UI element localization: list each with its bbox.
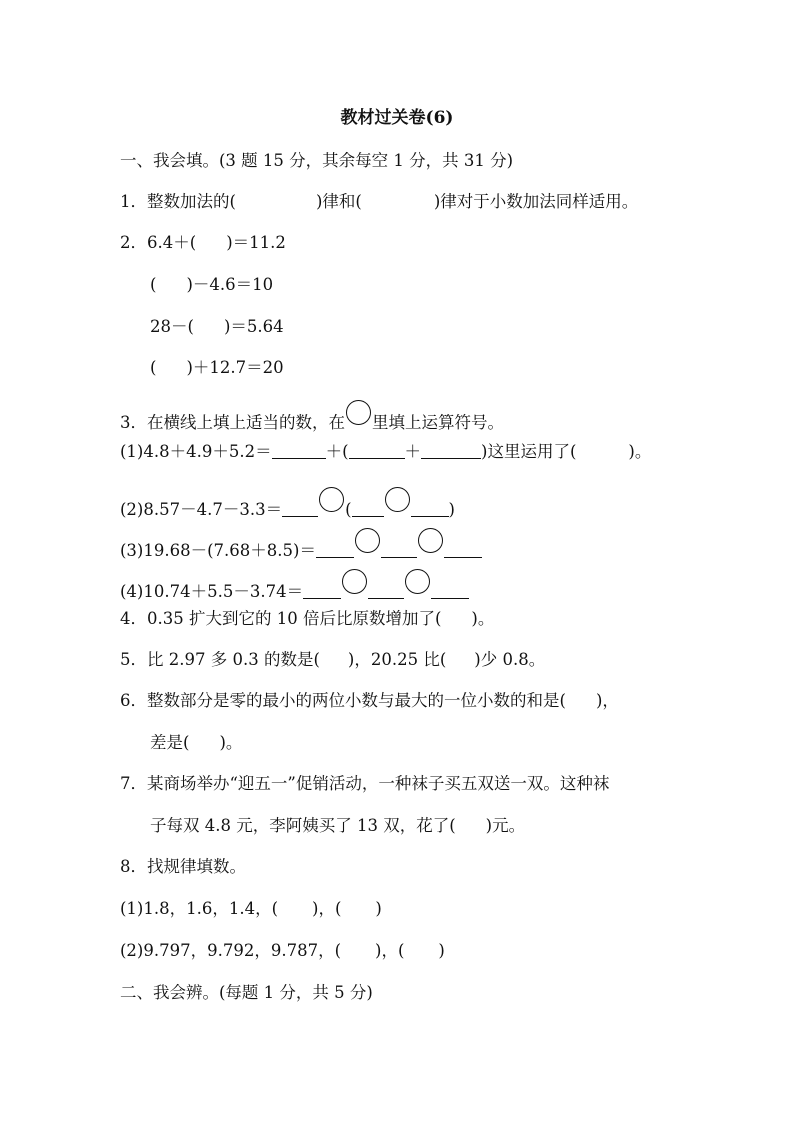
- q6-l2-text-b: )。: [219, 733, 243, 752]
- q4-number: 4．: [120, 609, 147, 628]
- question-2-line-4: [150, 357, 284, 379]
- q3-p2-blank-1[interactable]: [282, 500, 318, 517]
- q6-number: 6．: [120, 691, 147, 710]
- q2-l4-text-b: )＋12.7＝20: [186, 358, 284, 377]
- question-3-part-4: [120, 569, 469, 603]
- q3-p4-text-a: (4)10.74＋5.5－3.74＝: [120, 582, 304, 601]
- question-7: [120, 773, 609, 795]
- question-8-part-1: [120, 898, 382, 920]
- q3-p2-blank-3[interactable]: [411, 500, 449, 517]
- q3-p2-operator-circle-1[interactable]: [319, 487, 344, 512]
- q3-text-b: 里填上运算符号。: [372, 413, 504, 432]
- page-title: 教材过关卷(6): [340, 108, 454, 128]
- q7-l2-text-a: 子每双 4.8 元，李阿姨买了 13 双，花了(: [150, 816, 456, 835]
- question-3-part-1: [120, 441, 651, 463]
- q3-p1-text-b: ＋(: [325, 442, 349, 461]
- q3-p1-blank-3[interactable]: [421, 442, 481, 459]
- q8-p2-text-c: ): [438, 941, 445, 960]
- q3-p1-text-c: ＋: [404, 442, 422, 461]
- q4-text-b: )。: [471, 609, 495, 628]
- q2-l1-text-a: 6.4＋(: [147, 233, 197, 252]
- q2-l3-text-a: 28－(: [150, 317, 194, 336]
- q1-text-c: )律对于小数加法同样适用。: [433, 192, 639, 211]
- q5-text-c: )少 0.8。: [474, 650, 546, 669]
- question-2-line-1: [120, 232, 286, 254]
- q6-text-a: 整数部分是零的最小的两位小数与最大的一位小数的和是(: [147, 691, 566, 710]
- q3-p1-text-d: )这里运用了(: [481, 442, 577, 461]
- q3-p1-blank-1[interactable]: [272, 442, 326, 459]
- q3-p2-text-a: (2)8.57－4.7－3.3＝: [120, 500, 283, 519]
- question-5: [120, 649, 545, 671]
- question-6-line-2: [150, 732, 242, 754]
- q5-text-b: )，20.25 比(: [347, 650, 447, 669]
- q2-l4-text-a: (: [150, 358, 157, 377]
- q1-text-a: 整数加法的(: [147, 192, 236, 211]
- question-3-part-3: [120, 528, 482, 562]
- q3-p4-blank-2[interactable]: [368, 582, 404, 599]
- section2-heading: 二、我会辨。(每题 1 分，共 5 分): [120, 983, 373, 1002]
- circle-symbol-icon: [346, 400, 371, 425]
- q6-text-b: )，: [595, 691, 619, 710]
- q3-p3-operator-circle-2[interactable]: [418, 528, 443, 553]
- question-3-part-2: [120, 487, 455, 521]
- question-8-part-2: [120, 940, 445, 962]
- question-6: [120, 690, 619, 712]
- q3-p3-operator-circle-1[interactable]: [355, 528, 380, 553]
- question-8: [120, 856, 246, 878]
- q2-number: 2．: [120, 233, 147, 252]
- q3-p2-text-b: (: [345, 500, 352, 519]
- section1-heading: 一、我会填。(3 题 15 分，其余每空 1 分，共 31 分): [120, 151, 514, 170]
- q3-p3-blank-2[interactable]: [381, 541, 417, 558]
- q3-p2-text-c: ): [448, 500, 455, 519]
- q2-l3-text-b: )＝5.64: [223, 317, 284, 336]
- q7-l2-text-b: )元。: [485, 816, 526, 835]
- q1-number: 1．: [120, 192, 147, 211]
- q5-text-a: 比 2.97 多 0.3 的数是(: [147, 650, 320, 669]
- question-3: [120, 400, 504, 434]
- q3-number: 3．: [120, 413, 147, 432]
- question-4: [120, 608, 494, 630]
- q3-text-a: 在横线上填上适当的数，在: [147, 413, 345, 432]
- q8-text-a: 找规律填数。: [147, 857, 246, 876]
- q8-p2-text-a: (2)9.797，9.792，9.787，(: [120, 941, 342, 960]
- q3-p3-text-a: (3)19.68－(7.68＋8.5)＝: [120, 541, 316, 560]
- q2-l2-text-b: )－4.6＝10: [186, 275, 274, 294]
- q3-p3-blank-3[interactable]: [444, 541, 482, 558]
- q8-p1-text-a: (1)1.8，1.6，1.4，(: [120, 899, 279, 918]
- question-2-line-2: [150, 274, 273, 296]
- q3-p2-operator-circle-2[interactable]: [385, 487, 410, 512]
- q3-p4-blank-3[interactable]: [431, 582, 469, 599]
- q6-l2-text-a: 差是(: [150, 733, 190, 752]
- q8-p1-text-c: ): [375, 899, 382, 918]
- q3-p4-operator-circle-2[interactable]: [405, 569, 430, 594]
- question-7-line-2: [150, 815, 525, 837]
- q2-l2-text-a: (: [150, 275, 157, 294]
- q3-p1-text-a: (1)4.8＋4.9＋5.2＝: [120, 442, 272, 461]
- q3-p1-blank-2[interactable]: [349, 442, 405, 459]
- q2-l1-text-b: )＝11.2: [226, 233, 286, 252]
- q4-text-a: 0.35 扩大到它的 10 倍后比原数增加了(: [147, 609, 442, 628]
- q7-text-a: 某商场举办“迎五一”促销活动，一种袜子买五双送一双。这种袜: [147, 774, 610, 793]
- q3-p2-blank-2[interactable]: [352, 500, 384, 517]
- q3-p3-blank-1[interactable]: [316, 541, 354, 558]
- q8-p1-text-b: )，(: [312, 899, 342, 918]
- q5-number: 5．: [120, 650, 147, 669]
- q1-text-b: )律和(: [315, 192, 362, 211]
- question-1: [120, 191, 638, 213]
- q3-p1-text-e: )。: [628, 442, 652, 461]
- q8-p2-text-b: )，(: [375, 941, 405, 960]
- q8-number: 8．: [120, 857, 147, 876]
- q7-number: 7．: [120, 774, 147, 793]
- question-2-line-3: [150, 316, 284, 338]
- q3-p4-blank-1[interactable]: [303, 582, 341, 599]
- q3-p4-operator-circle-1[interactable]: [342, 569, 367, 594]
